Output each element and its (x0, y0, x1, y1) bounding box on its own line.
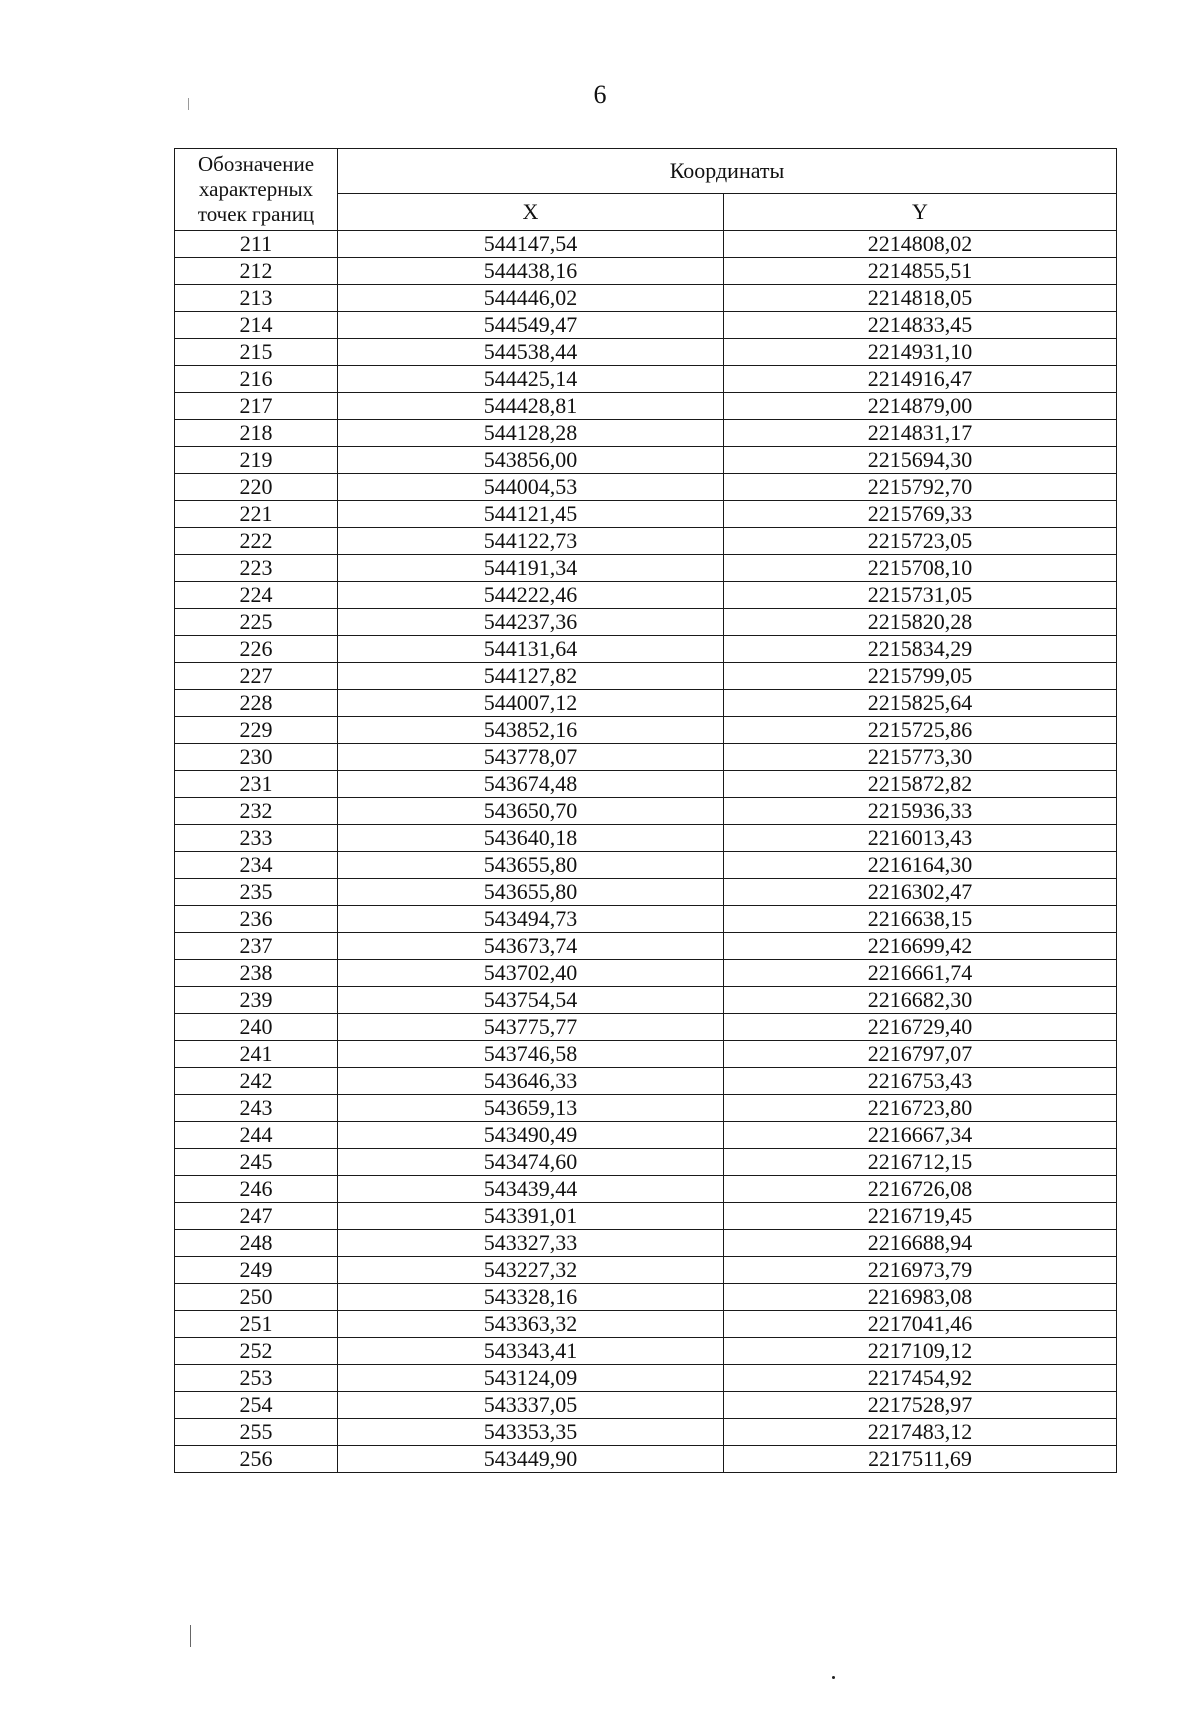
table-row (175, 960, 1117, 987)
table-row (175, 744, 1117, 771)
x-coordinate-cell: 543702,40 (338, 960, 724, 987)
point-cell: 248 (175, 1230, 338, 1257)
x-coordinate-cell: 544128,28 (338, 420, 724, 447)
point-cell: 249 (175, 1257, 338, 1284)
table-row (175, 987, 1117, 1014)
y-coordinate-cell: 2214931,10 (724, 339, 1117, 366)
table-row (175, 1068, 1117, 1095)
point-cell: 237 (175, 933, 338, 960)
point-cell: 251 (175, 1311, 338, 1338)
y-coordinate-cell: 2215731,05 (724, 582, 1117, 609)
x-coordinate-cell: 544147,54 (338, 231, 724, 258)
y-coordinate-cell: 2214831,17 (724, 420, 1117, 447)
table-row (175, 1149, 1117, 1176)
point-cell: 225 (175, 609, 338, 636)
table-row (175, 1122, 1117, 1149)
table-row (175, 1284, 1117, 1311)
x-coordinate-cell: 543328,16 (338, 1284, 724, 1311)
point-cell: 254 (175, 1392, 338, 1419)
y-coordinate-cell: 2216723,80 (724, 1095, 1117, 1122)
point-cell: 240 (175, 1014, 338, 1041)
x-coordinate-cell: 543775,77 (338, 1014, 724, 1041)
x-coordinate-cell: 543754,54 (338, 987, 724, 1014)
x-coordinate-cell: 543494,73 (338, 906, 724, 933)
x-coordinate-cell: 543673,74 (338, 933, 724, 960)
scan-artifact (190, 1625, 191, 1647)
scan-artifact (188, 98, 189, 110)
point-cell: 228 (175, 690, 338, 717)
x-coordinate-cell: 543640,18 (338, 825, 724, 852)
y-column-header: Y (724, 194, 1117, 231)
point-cell: 211 (175, 231, 338, 258)
table-row (175, 528, 1117, 555)
table-row (175, 312, 1117, 339)
table-row (175, 1311, 1117, 1338)
y-coordinate-cell: 2216726,08 (724, 1176, 1117, 1203)
y-coordinate-cell: 2215773,30 (724, 744, 1117, 771)
point-cell: 215 (175, 339, 338, 366)
x-coordinate-cell: 544425,14 (338, 366, 724, 393)
y-coordinate-cell: 2215792,70 (724, 474, 1117, 501)
y-coordinate-cell: 2217528,97 (724, 1392, 1117, 1419)
y-coordinate-cell: 2216699,42 (724, 933, 1117, 960)
point-cell: 230 (175, 744, 338, 771)
point-cell: 239 (175, 987, 338, 1014)
x-coordinate-cell: 543778,07 (338, 744, 724, 771)
point-cell: 246 (175, 1176, 338, 1203)
x-coordinate-cell: 544121,45 (338, 501, 724, 528)
x-coordinate-cell: 544004,53 (338, 474, 724, 501)
point-cell: 241 (175, 1041, 338, 1068)
point-cell: 221 (175, 501, 338, 528)
y-coordinate-cell: 2214916,47 (724, 366, 1117, 393)
table-row (175, 420, 1117, 447)
x-coordinate-cell: 543655,80 (338, 879, 724, 906)
x-coordinate-cell: 543124,09 (338, 1365, 724, 1392)
table-row (175, 1365, 1117, 1392)
point-cell: 236 (175, 906, 338, 933)
x-coordinate-cell: 543353,35 (338, 1419, 724, 1446)
x-coordinate-cell: 543655,80 (338, 852, 724, 879)
table-row (175, 1392, 1117, 1419)
x-coordinate-cell: 543327,33 (338, 1230, 724, 1257)
y-coordinate-cell: 2215769,33 (724, 501, 1117, 528)
y-coordinate-cell: 2216797,07 (724, 1041, 1117, 1068)
table-row (175, 1419, 1117, 1446)
table-row (175, 879, 1117, 906)
y-coordinate-cell: 2216712,15 (724, 1149, 1117, 1176)
y-coordinate-cell: 2215936,33 (724, 798, 1117, 825)
x-column-header: X (338, 194, 724, 231)
table-row (175, 1176, 1117, 1203)
y-coordinate-cell: 2217041,46 (724, 1311, 1117, 1338)
table-row (175, 582, 1117, 609)
point-cell: 245 (175, 1149, 338, 1176)
table-body (175, 231, 1117, 1473)
point-cell: 232 (175, 798, 338, 825)
x-coordinate-cell: 543449,90 (338, 1446, 724, 1473)
table-row (175, 474, 1117, 501)
point-cell: 253 (175, 1365, 338, 1392)
table-row (175, 501, 1117, 528)
y-coordinate-cell: 2217483,12 (724, 1419, 1117, 1446)
table-row (175, 1203, 1117, 1230)
point-cell: 213 (175, 285, 338, 312)
x-coordinate-cell: 543363,32 (338, 1311, 724, 1338)
point-cell: 212 (175, 258, 338, 285)
x-coordinate-cell: 544131,64 (338, 636, 724, 663)
table-row (175, 555, 1117, 582)
point-cell: 222 (175, 528, 338, 555)
point-cell: 216 (175, 366, 338, 393)
x-coordinate-cell: 544446,02 (338, 285, 724, 312)
table-row (175, 609, 1117, 636)
y-coordinate-cell: 2216013,43 (724, 825, 1117, 852)
table-row (175, 798, 1117, 825)
point-cell: 247 (175, 1203, 338, 1230)
table-row (175, 933, 1117, 960)
y-coordinate-cell: 2215834,29 (724, 636, 1117, 663)
point-cell: 256 (175, 1446, 338, 1473)
y-coordinate-cell: 2215694,30 (724, 447, 1117, 474)
y-coordinate-cell: 2217511,69 (724, 1446, 1117, 1473)
point-cell: 243 (175, 1095, 338, 1122)
x-coordinate-cell: 544127,82 (338, 663, 724, 690)
y-coordinate-cell: 2216638,15 (724, 906, 1117, 933)
table-row (175, 852, 1117, 879)
x-coordinate-cell: 543650,70 (338, 798, 724, 825)
table-row (175, 231, 1117, 258)
point-cell: 219 (175, 447, 338, 474)
y-coordinate-cell: 2215708,10 (724, 555, 1117, 582)
y-coordinate-cell: 2216661,74 (724, 960, 1117, 987)
table-row (175, 339, 1117, 366)
x-coordinate-cell: 544438,16 (338, 258, 724, 285)
table-row (175, 1338, 1117, 1365)
table-row (175, 690, 1117, 717)
coordinates-table (174, 148, 1117, 1473)
table-row (175, 1014, 1117, 1041)
y-coordinate-cell: 2215799,05 (724, 663, 1117, 690)
x-coordinate-cell: 543227,32 (338, 1257, 724, 1284)
point-cell: 229 (175, 717, 338, 744)
table-row (175, 366, 1117, 393)
table-header-row (175, 149, 1117, 194)
x-coordinate-cell: 544191,34 (338, 555, 724, 582)
x-coordinate-cell: 543746,58 (338, 1041, 724, 1068)
y-coordinate-cell: 2217454,92 (724, 1365, 1117, 1392)
scan-artifact (832, 1676, 835, 1679)
y-coordinate-cell: 2215872,82 (724, 771, 1117, 798)
y-coordinate-cell: 2216973,79 (724, 1257, 1117, 1284)
y-coordinate-cell: 2214855,51 (724, 258, 1117, 285)
x-coordinate-cell: 543856,00 (338, 447, 724, 474)
y-coordinate-cell: 2216719,45 (724, 1203, 1117, 1230)
point-cell: 250 (175, 1284, 338, 1311)
y-coordinate-cell: 2216688,94 (724, 1230, 1117, 1257)
point-cell: 234 (175, 852, 338, 879)
point-cell: 244 (175, 1122, 338, 1149)
table-row (175, 1446, 1117, 1473)
point-cell: 227 (175, 663, 338, 690)
y-coordinate-cell: 2216682,30 (724, 987, 1117, 1014)
point-cell: 220 (175, 474, 338, 501)
x-coordinate-cell: 543852,16 (338, 717, 724, 744)
point-cell: 223 (175, 555, 338, 582)
x-coordinate-cell: 544222,46 (338, 582, 724, 609)
x-coordinate-cell: 543490,49 (338, 1122, 724, 1149)
point-cell: 235 (175, 879, 338, 906)
y-coordinate-cell: 2215820,28 (724, 609, 1117, 636)
table-row (175, 906, 1117, 933)
y-coordinate-cell: 2217109,12 (724, 1338, 1117, 1365)
x-coordinate-cell: 543474,60 (338, 1149, 724, 1176)
y-coordinate-cell: 2216302,47 (724, 879, 1117, 906)
y-coordinate-cell: 2216667,34 (724, 1122, 1117, 1149)
point-cell: 233 (175, 825, 338, 852)
x-coordinate-cell: 544549,47 (338, 312, 724, 339)
x-coordinate-cell: 544007,12 (338, 690, 724, 717)
table-row (175, 258, 1117, 285)
x-coordinate-cell: 544122,73 (338, 528, 724, 555)
table-row (175, 717, 1117, 744)
point-cell: 242 (175, 1068, 338, 1095)
coordinates-header: Координаты (338, 149, 1117, 194)
x-coordinate-cell: 543646,33 (338, 1068, 724, 1095)
table-row (175, 1041, 1117, 1068)
point-cell: 214 (175, 312, 338, 339)
x-coordinate-cell: 543391,01 (338, 1203, 724, 1230)
point-designation-header: Обозначение характерных точек границ (175, 149, 338, 231)
y-coordinate-cell: 2215723,05 (724, 528, 1117, 555)
table-row (175, 1230, 1117, 1257)
y-coordinate-cell: 2214879,00 (724, 393, 1117, 420)
y-coordinate-cell: 2216729,40 (724, 1014, 1117, 1041)
y-coordinate-cell: 2216983,08 (724, 1284, 1117, 1311)
table-row (175, 825, 1117, 852)
x-coordinate-cell: 543337,05 (338, 1392, 724, 1419)
point-cell: 218 (175, 420, 338, 447)
point-cell: 217 (175, 393, 338, 420)
point-cell: 224 (175, 582, 338, 609)
y-coordinate-cell: 2216164,30 (724, 852, 1117, 879)
point-cell: 226 (175, 636, 338, 663)
table-row (175, 447, 1117, 474)
y-coordinate-cell: 2214808,02 (724, 231, 1117, 258)
point-cell: 255 (175, 1419, 338, 1446)
y-coordinate-cell: 2215825,64 (724, 690, 1117, 717)
table-row (175, 1257, 1117, 1284)
x-coordinate-cell: 543674,48 (338, 771, 724, 798)
y-coordinate-cell: 2214818,05 (724, 285, 1117, 312)
table-row (175, 663, 1117, 690)
point-cell: 238 (175, 960, 338, 987)
table-row (175, 1095, 1117, 1122)
point-cell: 231 (175, 771, 338, 798)
page-number: 6 (593, 80, 607, 109)
y-coordinate-cell: 2216753,43 (724, 1068, 1117, 1095)
point-cell: 252 (175, 1338, 338, 1365)
y-coordinate-cell: 2215725,86 (724, 717, 1117, 744)
x-coordinate-cell: 544428,81 (338, 393, 724, 420)
x-coordinate-cell: 543439,44 (338, 1176, 724, 1203)
table-row (175, 393, 1117, 420)
table-row (175, 636, 1117, 663)
x-coordinate-cell: 543659,13 (338, 1095, 724, 1122)
x-coordinate-cell: 544237,36 (338, 609, 724, 636)
table-row (175, 285, 1117, 312)
x-coordinate-cell: 543343,41 (338, 1338, 724, 1365)
table-row (175, 771, 1117, 798)
x-coordinate-cell: 544538,44 (338, 339, 724, 366)
y-coordinate-cell: 2214833,45 (724, 312, 1117, 339)
